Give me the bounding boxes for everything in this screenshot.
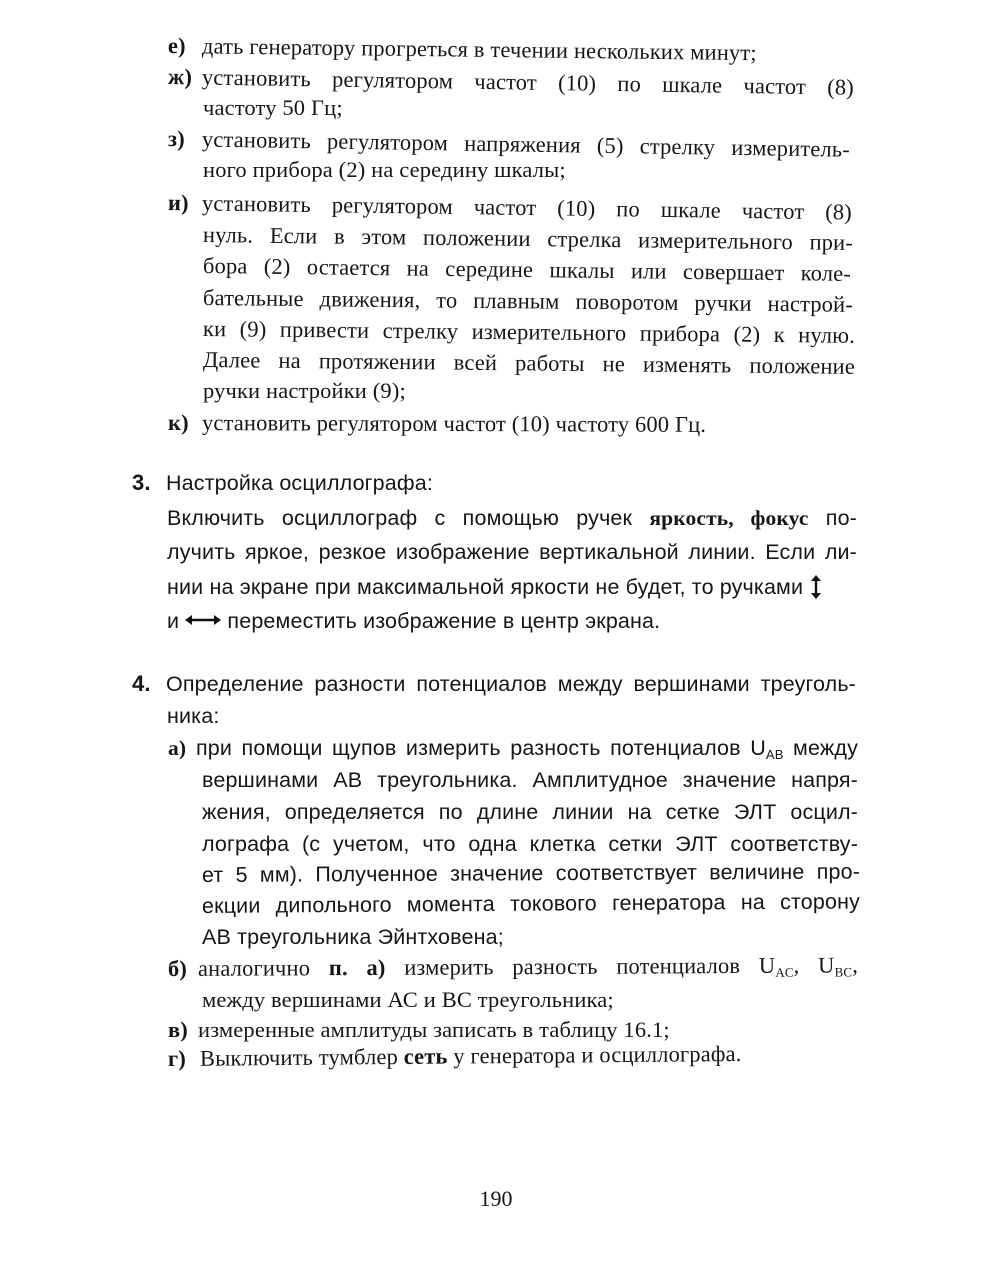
section-number: 3.: [132, 470, 151, 495]
section-3-line: [167, 572, 823, 602]
section-3-heading: [132, 468, 433, 498]
item-a: [168, 733, 858, 763]
text-run: при помощи щупов измерить разность потенциалов U: [196, 736, 766, 760]
item-text: установить регулятором частот (10) частоту 600 Гц.: [201, 410, 707, 437]
item-label: в): [168, 1017, 188, 1042]
item-label: а): [168, 736, 187, 760]
section-3-line: [167, 606, 660, 636]
text-run: переместить изображение в центр экрана.: [221, 609, 661, 633]
item-label: б): [167, 955, 188, 981]
item-i-line: бора (2) остается на середине шкалы или совершает коле-: [202, 253, 852, 286]
text-run: по-: [808, 506, 857, 530]
item-a-line: ет 5 мм). Полученное значение соответствует величине про-: [201, 859, 861, 887]
text-run: измерить разность потенциалов U: [385, 952, 776, 980]
item-b-line: между вершинами АС и ВС треугольника;: [202, 987, 614, 1012]
text-run: между: [783, 736, 858, 760]
bold-text: сеть: [403, 1043, 448, 1069]
text-run: ,: [852, 952, 859, 978]
section-3-line: [167, 503, 857, 533]
item-label: и): [167, 190, 189, 216]
item-b: [168, 950, 858, 984]
section-title: Настройка осциллографа:: [166, 471, 433, 495]
vertical-arrow-icon: [809, 575, 823, 599]
item-label: ж): [167, 64, 193, 90]
item-text: установить регулятором частот (10) по шкале частот (8): [201, 190, 853, 225]
item-i-line: ручки настройки (9);: [203, 378, 406, 403]
section-3-line: лучить яркое, резкое изображение вертикальной линии. Если ли-: [167, 540, 857, 564]
item-a-line: екции дипольного момента токового генератора на сторону: [201, 889, 861, 918]
subscript: AB: [765, 747, 784, 762]
text-run: аналогично: [197, 955, 329, 981]
item-label: е): [167, 33, 186, 59]
bold-text: яркость, фокус: [649, 506, 809, 530]
item-text: установить регулятором частот (10) по шкале частот (8): [201, 64, 855, 100]
text-run: и: [167, 609, 180, 633]
text-run: Выключить тумблер: [199, 1043, 404, 1071]
section-number: 4.: [132, 671, 151, 696]
item-label: г): [167, 1045, 187, 1071]
item-i-line: нуль. Если в этом положении стрелка измерительного при-: [202, 222, 854, 255]
item-label: к): [167, 410, 189, 436]
subscript: BC: [834, 964, 853, 980]
horizontal-arrow-icon: [185, 614, 221, 626]
item-z-cont: ного прибора (2) на середину шкалы;: [203, 157, 566, 182]
text-run: Включить осциллограф с помощью ручек: [167, 506, 650, 530]
item-text: измеренные амплитуды записать в таблицу 16.1;: [198, 1017, 670, 1042]
item-a-line: лографа (с учетом, что одна клетка сетки ЭЛТ соответству-: [202, 832, 858, 856]
item-i-line: ки (9) привести стрелку измерительного прибора (2) к нулю.: [202, 316, 856, 348]
bold-text: п. а): [328, 954, 386, 981]
text-run: у генератора и осциллографа.: [447, 1040, 742, 1069]
text-run: нии на экране при максимальной яркости не будет, то ручками: [167, 575, 804, 599]
section-title: Определение разности потенциалов между вершинами треуголь-: [166, 672, 856, 696]
item-k: [168, 408, 706, 440]
page-number: 190: [479, 1186, 513, 1211]
item-a-line: вершинами АВ треугольника. Амплитудное значение напря-: [202, 768, 858, 792]
item-a-line: жения, определяется по длине линии на сетке ЭЛТ осцил-: [202, 800, 858, 824]
item-text: установить регулятором напряжения (5) стрелку измеритель-: [201, 126, 851, 162]
item-zh-cont: частоту 50 Гц;: [203, 95, 343, 120]
item-text: дать генератору прогреться в течении нескольких минут;: [201, 33, 757, 66]
item-g: [168, 1039, 742, 1074]
item-i-line: Далее на протяжении всей работы не изменять положение: [202, 347, 856, 379]
item-i-line: бательные движения, то плавным поворотом ручки настрой-: [202, 285, 854, 317]
subscript: AC: [775, 964, 794, 980]
item-a-line: АВ треугольника Эйнтховена;: [202, 925, 504, 949]
section-4-title-cont: ника:: [167, 704, 220, 728]
item-label: з): [167, 126, 186, 152]
section-4-heading: [132, 669, 856, 699]
text-run: , U: [793, 952, 835, 978]
